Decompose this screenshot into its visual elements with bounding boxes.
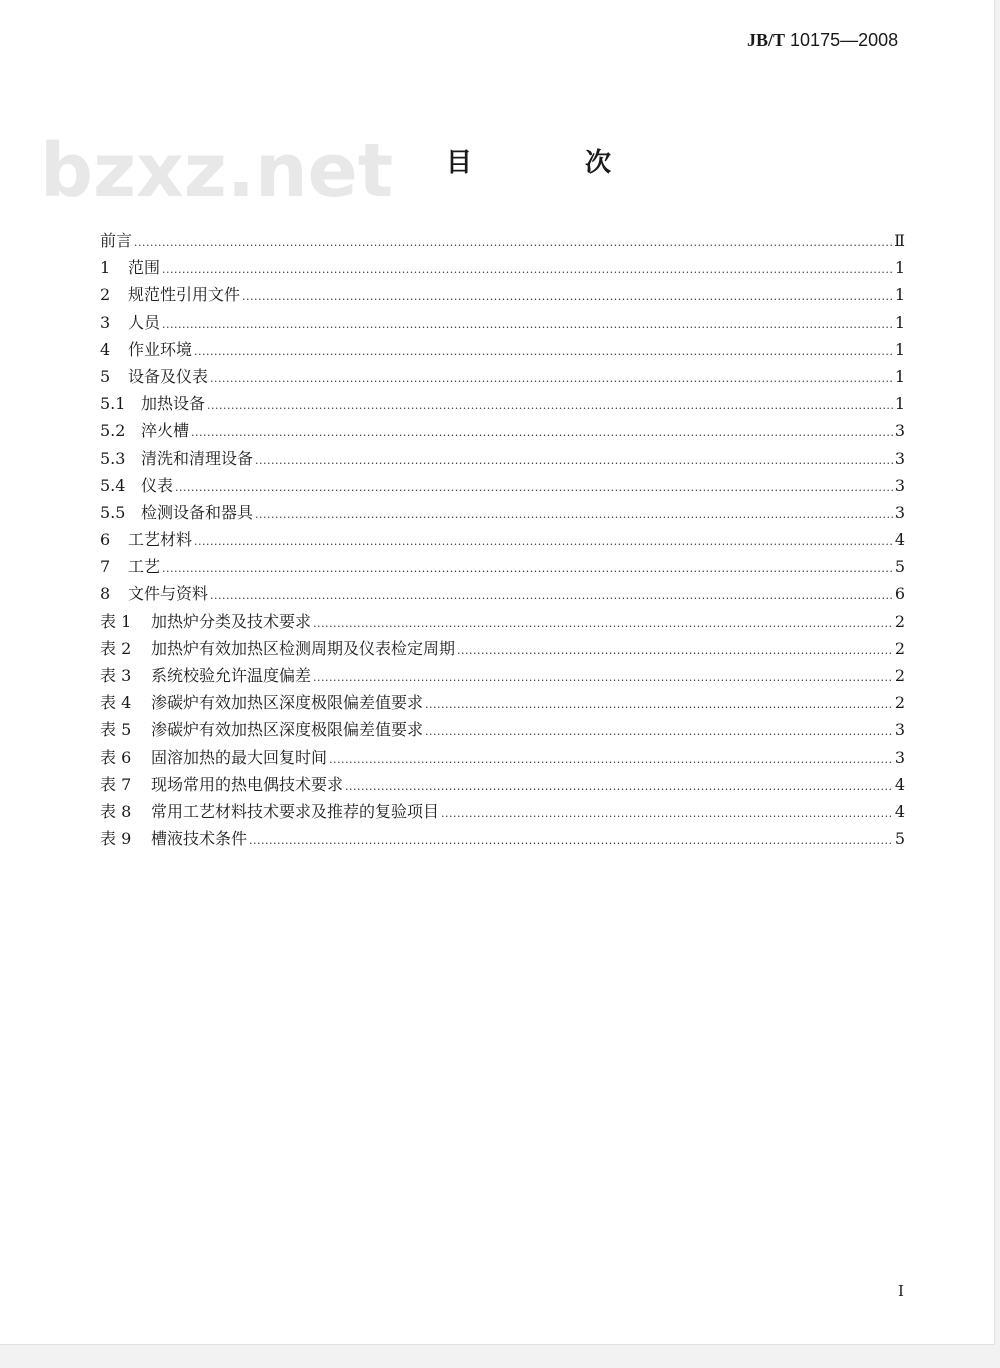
leader-dots [210, 372, 893, 385]
toc-entry-label: 规范性引用文件 [128, 285, 241, 305]
leader-dots [194, 345, 893, 358]
toc-entry-number: 6 [100, 530, 111, 550]
toc-entry-label: 工艺材料 [128, 530, 193, 550]
toc-entry-number: 表 2 [100, 638, 132, 658]
toc-entry-number: 表 4 [100, 693, 132, 713]
toc-entry-label: 人员 [128, 312, 161, 332]
toc-entry[interactable] [100, 446, 905, 473]
toc-entry-page: 2 [894, 693, 905, 713]
toc-entry-label: 检测设备和器具 [141, 502, 254, 522]
leader-dots [162, 318, 893, 331]
toc-entry-number: 表 6 [100, 747, 132, 767]
toc-entry[interactable] [100, 636, 905, 663]
toc-entry[interactable] [100, 391, 905, 418]
leader-dots [425, 698, 893, 711]
toc-entry-label: 常用工艺材料技术要求及推荐的复验项目 [151, 801, 440, 821]
toc-entry-page: 3 [894, 502, 905, 522]
leader-dots [194, 535, 893, 548]
toc-entry-page: 4 [894, 774, 905, 794]
toc-entry-page: 3 [894, 421, 905, 441]
toc-entry[interactable] [100, 364, 905, 391]
toc-entry-number: 1 [100, 258, 111, 278]
toc-entry-label: 淬火槽 [141, 421, 190, 441]
toc-entry-number: 2 [100, 285, 111, 305]
leader-dots [175, 481, 893, 494]
toc-entry-page: Ⅱ [894, 231, 905, 250]
table-of-contents [100, 228, 905, 853]
toc-entry[interactable] [100, 609, 905, 636]
leader-dots [345, 780, 893, 793]
toc-entry-number: 4 [100, 339, 111, 359]
toc-entry-number: 表 9 [100, 829, 132, 849]
toc-entry-label: 作业环境 [128, 339, 193, 359]
toc-entry-number: 表 3 [100, 666, 132, 685]
toc-entry-page: 4 [894, 530, 905, 550]
toc-entry[interactable] [100, 473, 905, 500]
leader-dots [207, 399, 893, 412]
toc-entry-page: 4 [894, 801, 905, 821]
toc-entry-label: 前言 [100, 231, 133, 250]
toc-entry-page: 3 [894, 747, 905, 767]
toc-entry-page: 3 [894, 720, 905, 740]
toc-entry[interactable] [100, 717, 905, 744]
toc-entry-page: 1 [894, 366, 905, 386]
toc-entry-label: 设备及仪表 [128, 366, 209, 386]
toc-entry-page: 5 [894, 829, 905, 849]
toc-entry-page: 2 [894, 666, 905, 685]
toc-entry-number: 3 [100, 312, 111, 332]
document-number [747, 30, 898, 51]
leader-dots [313, 617, 893, 630]
toc-entry-label: 加热设备 [141, 394, 206, 414]
toc-entry-label: 加热炉有效加热区检测周期及仪表检定周期 [151, 638, 456, 658]
leader-dots [425, 725, 893, 738]
toc-entry-page: 1 [894, 258, 905, 278]
toc-entry-label: 槽液技术条件 [151, 829, 248, 849]
toc-entry-page: 5 [894, 557, 905, 577]
toc-entry-label: 渗碳炉有效加热区深度极限偏差值要求 [151, 720, 424, 740]
toc-entry[interactable] [100, 799, 905, 826]
leader-dots [255, 508, 893, 521]
toc-entry-number: 表 8 [100, 801, 132, 821]
toc-entry-number: 5.1 [100, 394, 126, 414]
doc-number: 10175—2008 [790, 30, 899, 50]
toc-entry[interactable] [100, 310, 905, 337]
toc-entry-page: 3 [894, 475, 905, 495]
toc-entry-page: 1 [894, 394, 905, 414]
toc-entry[interactable] [100, 282, 905, 309]
doc-prefix: JB/T [747, 30, 786, 50]
leader-dots [134, 236, 892, 249]
toc-entry[interactable] [100, 337, 905, 364]
toc-entry[interactable] [100, 554, 905, 581]
toc-entry-page: 2 [894, 611, 905, 631]
toc-entry-label: 清洗和清理设备 [141, 448, 254, 468]
leader-dots [329, 753, 893, 766]
toc-entry-label: 渗碳炉有效加热区深度极限偏差值要求 [151, 693, 424, 713]
toc-entry-label: 文件与资料 [128, 584, 209, 604]
toc-entry-page: 2 [894, 638, 905, 658]
toc-entry-number: 5.3 [100, 448, 126, 468]
toc-entry-page: 1 [894, 312, 905, 332]
leader-dots [313, 671, 893, 684]
page-number: I [898, 1282, 904, 1300]
toc-entry[interactable] [100, 826, 905, 853]
leader-dots [162, 263, 893, 276]
toc-entry-number: 表 7 [100, 774, 132, 794]
toc-entry-label: 范围 [128, 258, 161, 278]
leader-dots [162, 562, 893, 575]
toc-entry-label: 固溶加热的最大回复时间 [151, 747, 328, 767]
toc-entry-page: 6 [894, 584, 905, 604]
toc-entry-number: 8 [100, 584, 111, 604]
toc-entry[interactable] [100, 418, 905, 445]
toc-entry-page: 1 [894, 285, 905, 305]
toc-entry-label: 现场常用的热电偶技术要求 [151, 774, 344, 794]
toc-entry-number: 5.2 [100, 421, 126, 441]
toc-entry[interactable] [100, 527, 905, 554]
page-title: 目 次 [446, 148, 664, 178]
toc-entry-label: 工艺 [128, 557, 161, 577]
toc-entry-number: 表 1 [100, 611, 132, 631]
toc-entry-label: 仪表 [141, 475, 174, 495]
toc-entry-page: 1 [894, 339, 905, 359]
toc-entry[interactable] [100, 745, 905, 772]
toc-entry[interactable] [100, 690, 905, 717]
leader-dots [191, 426, 893, 439]
leader-dots [255, 454, 893, 467]
toc-entry-label: 系统校验允许温度偏差 [151, 666, 312, 685]
toc-entry[interactable] [100, 663, 905, 690]
toc-entry[interactable] [100, 581, 905, 608]
toc-entry-number: 5 [100, 366, 111, 386]
toc-entry-number: 5.5 [100, 502, 126, 522]
toc-entry-number: 5.4 [100, 475, 126, 495]
leader-dots [242, 290, 893, 303]
toc-entry-number: 7 [100, 557, 111, 577]
toc-entry-number: 表 5 [100, 720, 132, 740]
toc-entry-page: 3 [894, 448, 905, 468]
watermark: bzxz.net [40, 128, 394, 214]
leader-dots [249, 834, 893, 847]
leader-dots [210, 589, 893, 602]
toc-entry[interactable] [100, 500, 905, 527]
toc-entry-label: 加热炉分类及技术要求 [151, 611, 312, 631]
toc-entry[interactable] [100, 255, 905, 282]
toc-entry[interactable] [100, 228, 905, 255]
toc-entry[interactable] [100, 772, 905, 799]
leader-dots [441, 807, 893, 820]
leader-dots [457, 644, 893, 657]
